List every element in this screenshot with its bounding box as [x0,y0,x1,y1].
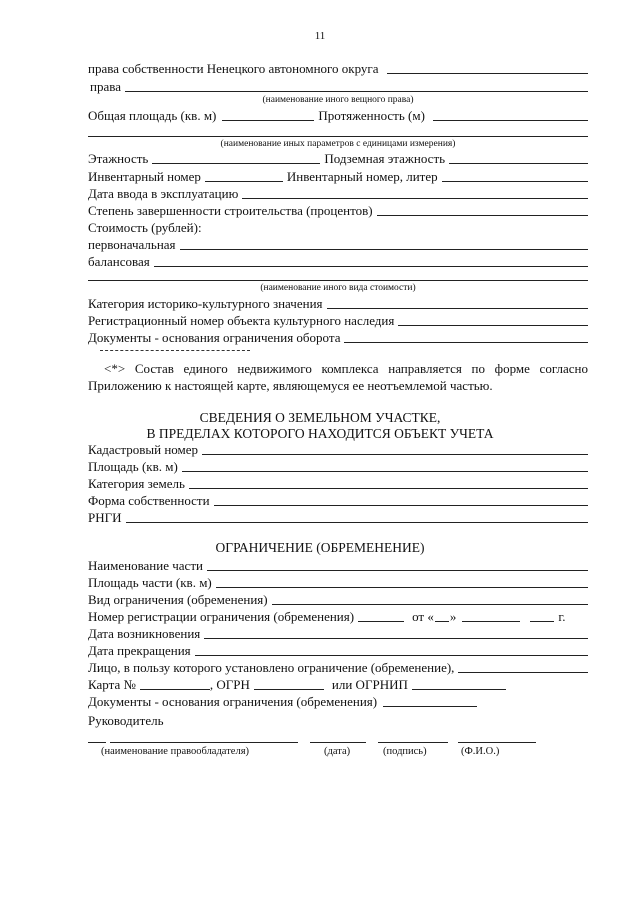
reg-day-field[interactable] [435,621,449,622]
other-cost-field[interactable] [88,280,588,281]
area-field[interactable] [222,120,314,121]
restriction-docs-row [88,693,588,709]
rights-caption: (наименование иного вещного права) [262,95,414,105]
reg-month-field[interactable] [462,621,520,622]
initial-cost-field[interactable] [180,249,588,250]
end-date-label: Дата прекращения [88,643,191,658]
ownership-form-row [88,492,588,508]
ownership-form-label: Форма собственности [88,493,210,508]
reg-no-label: Номер регистрации ограничения (обременения) [88,609,355,624]
initial-cost-row [88,236,588,252]
inventory-letter-label: Инвентарный номер, литер [286,169,438,184]
inventory-no-label: Инвентарный номер [88,169,201,184]
land-area-row [88,458,588,474]
holder-caption: (наименование правообладателя) [101,746,250,757]
balance-cost-label: балансовая [88,254,150,269]
card-row [88,676,588,692]
start-date-field[interactable] [204,638,588,639]
balance-cost-row [88,253,588,269]
completion-field[interactable] [377,215,588,216]
card-no-field[interactable] [140,689,210,690]
rights-row [88,78,588,94]
params-caption: (наименование иных параметров с единицами измерения) [220,139,456,149]
signature-caption: (подпись) [383,746,427,757]
reg-date-close: » [449,609,457,624]
signature-field[interactable] [378,742,448,743]
reg-year-label: г. [558,609,566,624]
land-category-field[interactable] [189,488,588,489]
reg-no-row [88,608,588,624]
reg-date-open: от « [412,609,434,624]
beneficiary-label: Лицо, в пользу которого установлено ограничение (обременение), [88,660,455,675]
restriction-type-row [88,591,588,607]
fio-field[interactable] [458,742,536,743]
date-caption: (дата) [324,746,351,757]
balance-cost-field[interactable] [154,266,588,267]
completion-row [88,202,588,218]
date-field[interactable] [310,742,366,743]
ownership-right-field[interactable] [387,73,588,74]
underground-field[interactable] [449,163,588,164]
rights-label: права [90,79,121,94]
cost-label: Стоимость (рублей): [88,220,202,235]
ogrn-label: , ОГРН [209,677,250,692]
commission-date-field[interactable] [242,198,588,199]
commission-date-label: Дата ввода в эксплуатацию [88,186,239,201]
part-area-label: Площадь части (кв. м) [88,575,212,590]
heritage-reg-row [88,312,588,328]
footnote-separator [100,350,250,351]
floors-label: Этажность [88,151,149,166]
land-area-label: Площадь (кв. м) [88,459,178,474]
footnote-text: <*> Состав единого недвижимого комплекса направляется по форме согласно Приложению к настоящей карте, являющемуся ее неотъемлемой частью. [88,361,588,393]
ogrnip-label: или ОГРНИП [331,677,408,692]
ownership-form-field[interactable] [214,505,588,506]
restriction-docs-label: Документы - основания ограничения (обременения) [88,694,378,709]
ogrnip-field[interactable] [412,689,506,690]
part-area-row [88,574,588,590]
restriction-heading: ОГРАНИЧЕНИЕ (ОБРЕМЕНЕНИЕ) [215,540,425,555]
restriction-type-label: Вид ограничения (обременения) [88,592,268,607]
fio-caption: (Ф.И.О.) [461,746,500,757]
length-label: Протяженность (м) [318,108,425,123]
beneficiary-field[interactable] [458,672,588,673]
end-date-row [88,642,588,658]
area-label: Общая площадь (кв. м) [88,108,217,123]
start-date-label: Дата возникновения [88,626,201,641]
heritage-reg-label: Регистрационный номер объекта культурного наследия [88,313,395,328]
beneficiary-row [88,659,588,675]
rngi-field[interactable] [126,522,588,523]
rngi-row [88,509,588,525]
part-name-label: Наименование части [88,558,203,573]
start-date-row [88,625,588,641]
land-category-row [88,475,588,491]
floors-field[interactable] [152,163,320,164]
underground-label: Подземная этажность [324,151,446,166]
head-label: Руководитель [88,713,164,728]
rights-field[interactable] [125,91,588,92]
part-name-row [88,557,588,573]
circulation-docs-label: Документы - основания ограничения оборота [88,330,341,345]
ownership-right-label: права собственности Ненецкого автономного округа [88,61,379,76]
inventory-row [88,168,588,184]
ownership-right-row [88,60,588,76]
heritage-category-label: Категория историко-культурного значения [88,296,323,311]
heritage-category-row [88,295,588,311]
end-date-field[interactable] [195,655,588,656]
initial-cost-label: первоначальная [88,237,176,252]
circulation-docs-field[interactable] [344,342,588,343]
holder-field[interactable] [110,742,298,743]
part-name-field[interactable] [207,570,588,571]
land-category-label: Категория земель [88,476,185,491]
params-field[interactable] [88,136,588,137]
floors-row [88,150,588,166]
completion-label: Степень завершенности строительства (процентов) [88,203,373,218]
area-length-row [88,107,588,123]
land-area-field[interactable] [182,471,588,472]
length-field[interactable] [433,120,588,121]
rngi-label: РНГИ [88,510,122,525]
head-row [88,712,588,728]
cadastral-field[interactable] [202,454,588,455]
reg-no-field[interactable] [358,621,404,622]
commission-date-row [88,185,588,201]
cost-caption: (наименование иного вида стоимости) [260,283,416,293]
holder-prefix-line [88,742,106,743]
cadastral-row [88,441,588,457]
circulation-docs-row [88,329,588,345]
inventory-no-field[interactable] [205,181,283,182]
heritage-category-field[interactable] [327,308,588,309]
heritage-reg-field[interactable] [398,325,588,326]
ogrn-field[interactable] [254,689,324,690]
cadastral-label: Кадастровый номер [88,442,199,457]
restriction-docs-field[interactable] [383,706,477,707]
land-heading-1: СВЕДЕНИЯ О ЗЕМЕЛЬНОМ УЧАСТКЕ, [199,410,441,425]
part-area-field[interactable] [216,587,588,588]
cost-row [88,219,588,235]
inventory-letter-field[interactable] [442,181,588,182]
reg-year-field[interactable] [530,621,554,622]
page-number: 11 [314,30,326,42]
card-no-label: Карта № [88,677,136,692]
land-heading-2: В ПРЕДЕЛАХ КОТОРОГО НАХОДИТСЯ ОБЪЕКТ УЧЕТА [146,426,494,441]
restriction-type-field[interactable] [272,604,588,605]
